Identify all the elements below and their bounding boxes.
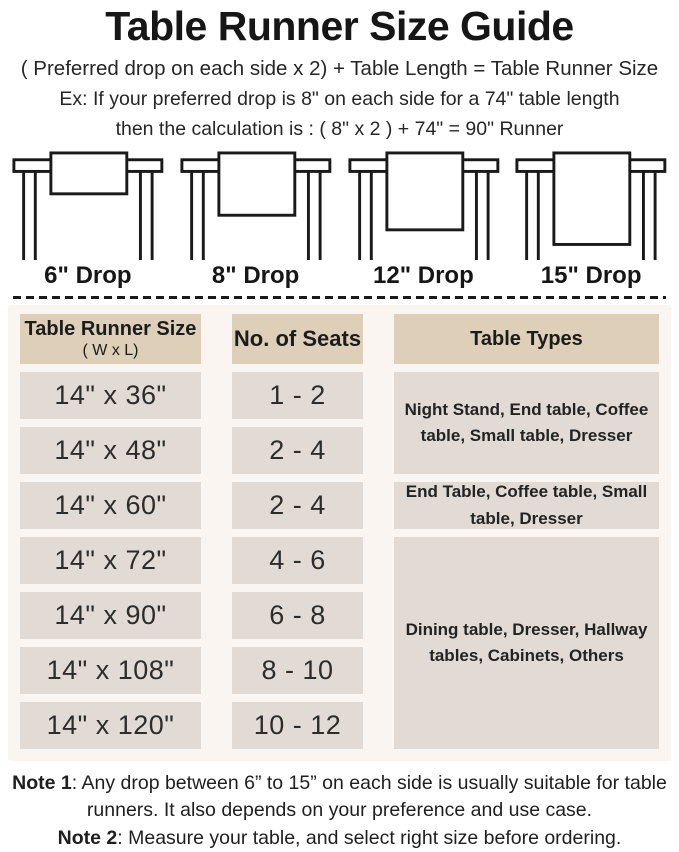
table-with-runner-12-drop-icon [346, 151, 502, 260]
drop-label: 6" Drop [44, 262, 132, 290]
column-header-seats: No. of Seats [232, 314, 363, 364]
seats-cell: 2 - 4 [232, 427, 363, 474]
drop-figures [0, 151, 679, 290]
runner-size-cell: 14" x 90" [20, 592, 201, 639]
drop-figure-8 [178, 151, 334, 290]
runner-size-cell: 14" x 36" [20, 372, 201, 419]
table-with-runner-6-drop-icon [10, 151, 166, 260]
example-line-1: Ex: If your preferred drop is 8" on each side for a 74" table length [59, 88, 620, 110]
runner-size-cell: 14" x 72" [20, 537, 201, 584]
drop-label: 8" Drop [211, 262, 300, 290]
table-with-runner-8-drop-icon [178, 151, 334, 260]
runner-size-cell: 14" x 108" [20, 647, 201, 694]
drop-label: 15" Drop [540, 262, 642, 290]
note-1: Note 1: Any drop between 6” to 15” on each side is usually suitable for table runners. It also depends on your preference and use case. [12, 772, 667, 822]
table-types-cell-medium: End Table, Coffee table, Small table, Dresser [394, 482, 659, 529]
size-guide-panel [8, 305, 671, 761]
table-with-runner-15-drop-icon [513, 151, 669, 260]
example-line-2: then the calculation is : ( 8" x 2 ) + 74" = 90" Runner [115, 118, 564, 140]
runner-size-cell: 14" x 48" [20, 427, 201, 474]
column-header-runner-size [20, 314, 201, 364]
table-types-cell-large: Dining table, Dresser, Hallway tables, Cabinets, Others [394, 537, 659, 749]
size-guide-table [20, 314, 659, 749]
runner-size-cell: 14" x 120" [20, 702, 201, 749]
runner-size-header-title: Table Runner Size [24, 317, 197, 340]
column-header-table-types: Table Types [394, 314, 659, 364]
seats-cell: 8 - 10 [232, 647, 363, 694]
note-2: Note 2: Measure your table, and select right size before ordering. [57, 826, 622, 849]
seats-cell: 4 - 6 [232, 537, 363, 584]
drop-figure-12 [346, 151, 502, 290]
table-types-cell-small: Night Stand, End table, Coffee table, Small table, Dresser [394, 372, 659, 474]
seats-cell: 1 - 2 [232, 372, 363, 419]
page-title: Table Runner Size Guide [105, 3, 574, 49]
drop-label: 12" Drop [373, 262, 474, 290]
dashed-divider [13, 296, 666, 299]
seats-cell: 10 - 12 [232, 702, 363, 749]
seats-cell: 6 - 8 [232, 592, 363, 639]
formula-text: ( Preferred drop on each side x 2) + Table Length = Table Runner Size [20, 57, 659, 80]
drop-figure-6 [10, 151, 166, 290]
runner-size-header-subtitle: ( W x L) [82, 341, 139, 359]
drop-figure-15 [513, 151, 669, 290]
runner-size-cell: 14" x 60" [20, 482, 201, 529]
notes-section [0, 770, 679, 852]
seats-cell: 2 - 4 [232, 482, 363, 529]
